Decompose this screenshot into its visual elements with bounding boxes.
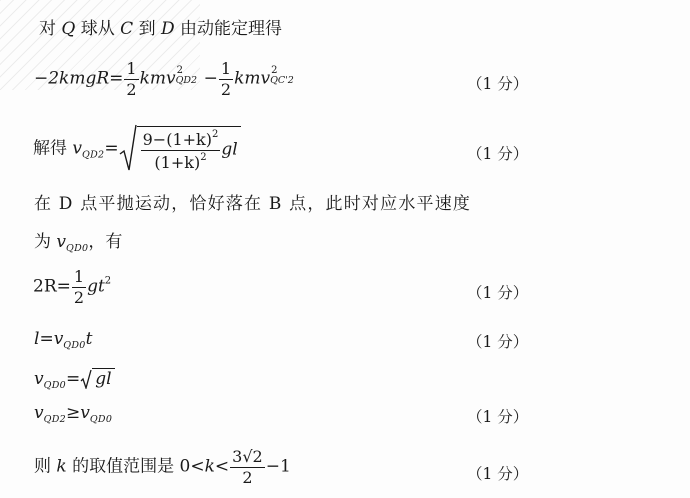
equation-energy-theorem: −2kmgR= $\frac{1}{2}$ kmv 2 QD2 − $\frac{1}{2}$ kmv 2 QC'2 <box>34 59 294 99</box>
text-line-3: 在 D 点平抛运动，恰好落在 B 点，此时对应水平速度 <box>34 194 472 214</box>
radical-sign <box>119 124 137 174</box>
inequality-velocity: $v_{QD2}\ge v_{QD0}$ <box>34 403 113 425</box>
equation-vqd0: $v_{QD0}=$ gl <box>34 368 115 391</box>
fraction: $\frac{1}{2}$ <box>126 59 137 99</box>
score-4: （1 分） <box>467 333 529 351</box>
result-k-range: 则 k 的取值范围是 0<k< $\frac{3√2}{2}$ −1 <box>34 447 291 487</box>
score-5: （1 分） <box>467 408 529 426</box>
text-line-4: 为 $v_{QD0}$，有 <box>34 232 123 254</box>
score-1: （1 分） <box>467 75 529 93</box>
radical-sign <box>80 369 92 389</box>
score-2: （1 分） <box>467 145 529 163</box>
score-3: （1 分） <box>467 284 529 302</box>
fraction: $\frac{1}{2}$ <box>220 59 232 99</box>
equation-solve-vqd2: 解得 $v_{QD2}=$ $\frac{9-(1+k)^2}{(1+k)^2}$ gl <box>33 124 241 174</box>
square-root: $\frac{9-(1+k)^2}{(1+k)^2}$ gl <box>119 124 241 174</box>
equation-fall-height: 2R= $\frac{1}{2}$ $gt^2$ <box>33 267 112 307</box>
text-line-1: 对 Q 球从 C 到 D 由动能定理得 <box>39 19 283 39</box>
score-6: （1 分） <box>467 465 529 483</box>
equation-horizontal-distance: $l=v_{QD0}t$ <box>34 329 93 351</box>
